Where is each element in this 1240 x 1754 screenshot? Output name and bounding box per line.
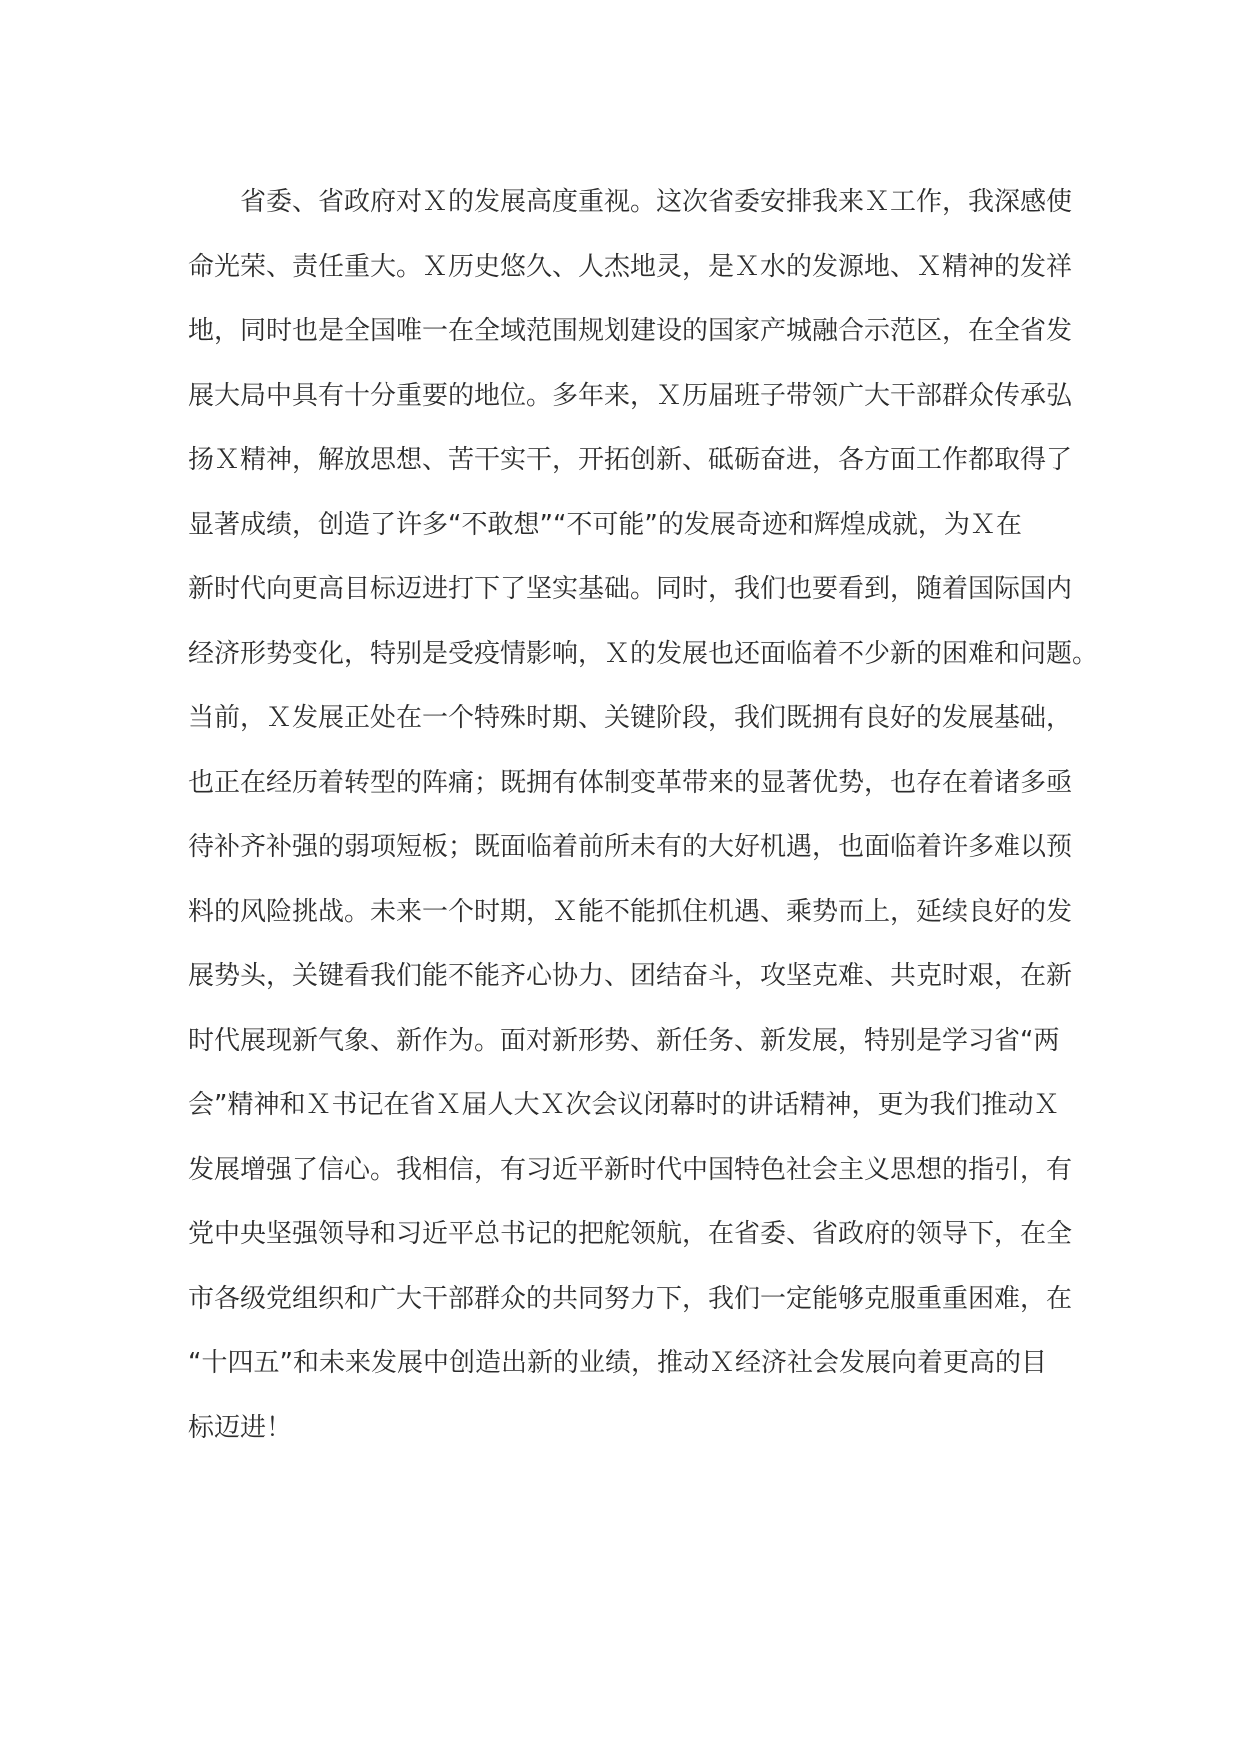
body-paragraph (188, 170, 1099, 1460)
paragraph-line: 扬Ｘ精神，解放思想、苦干实干，开拓创新、砥砺奋进，各方面工作都取得了 (188, 445, 1073, 475)
paragraph-line: 展大局中具有十分重要的地位。多年来，Ｘ历届班子带领广大干部群众传承弘 (188, 380, 1073, 411)
paragraph-line: 市各级党组织和广大干部群众的共同努力下，我们一定能够克服重重困难，在 (188, 1283, 1073, 1314)
paragraph-line: 待补齐补强的弱项短板；既面临着前所未有的大好机遇，也面临着许多难以预 (188, 832, 1073, 862)
paragraph-line: 也正在经历着转型的阵痛；既拥有体制变革带来的显著优势，也存在着诸多亟 (188, 767, 1073, 798)
paragraph-line: 标迈进！ (188, 1412, 293, 1443)
paragraph-line: 料的风险挑战。未来一个时期，Ｘ能不能抓住机遇、乘势而上，延续良好的发 (188, 896, 1073, 927)
paragraph-line: 党中央坚强领导和习近平总书记的把舵领航，在省委、省政府的领导下，在全 (188, 1219, 1073, 1249)
paragraph-line: 命光荣、责任重大。Ｘ历史悠久、人杰地灵，是Ｘ水的发源地、Ｘ精神的发祥 (188, 251, 1073, 282)
paragraph-line: 经济形势变化，特别是受疫情影响，Ｘ的发展也还面临着不少新的困难和问题。 (188, 638, 1099, 669)
paragraph-line: 时代展现新气象、新作为。面对新形势、新任务、新发展，特别是学习省“两 (188, 1025, 1060, 1056)
paragraph-line: “十四五”和未来发展中创造出新的业绩，推动Ｘ经济社会发展向着更高的目 (188, 1348, 1047, 1378)
paragraph-line: 地，同时也是全国唯一在全域范围规划建设的国家产城融合示范区，在全省发 (188, 316, 1073, 346)
paragraph-line: 新时代向更高目标迈进打下了坚实基础。同时，我们也要看到，随着国际国内 (188, 574, 1073, 604)
paragraph-line: 省委、省政府对Ｘ的发展高度重视。这次省委安排我来Ｘ工作，我深感使 (240, 187, 1073, 217)
paragraph-line: 发展增强了信心。我相信，有习近平新时代中国特色社会主义思想的指引，有 (188, 1154, 1073, 1185)
paragraph-line: 当前，Ｘ发展正处在一个特殊时期、关键阶段，我们既拥有良好的发展基础， (188, 703, 1073, 733)
paragraph-line: 显著成绩，创造了许多“不敢想”“不可能”的发展奇迹和辉煌成就，为Ｘ在 (188, 509, 1022, 540)
paragraph-line: 展势头，关键看我们能不能齐心协力、团结奋斗，攻坚克难、共克时艰，在新 (188, 961, 1073, 991)
paragraph-line: 会”精神和Ｘ书记在省Ｘ届人大Ｘ次会议闭幕时的讲话精神，更为我们推动Ｘ (188, 1090, 1060, 1120)
